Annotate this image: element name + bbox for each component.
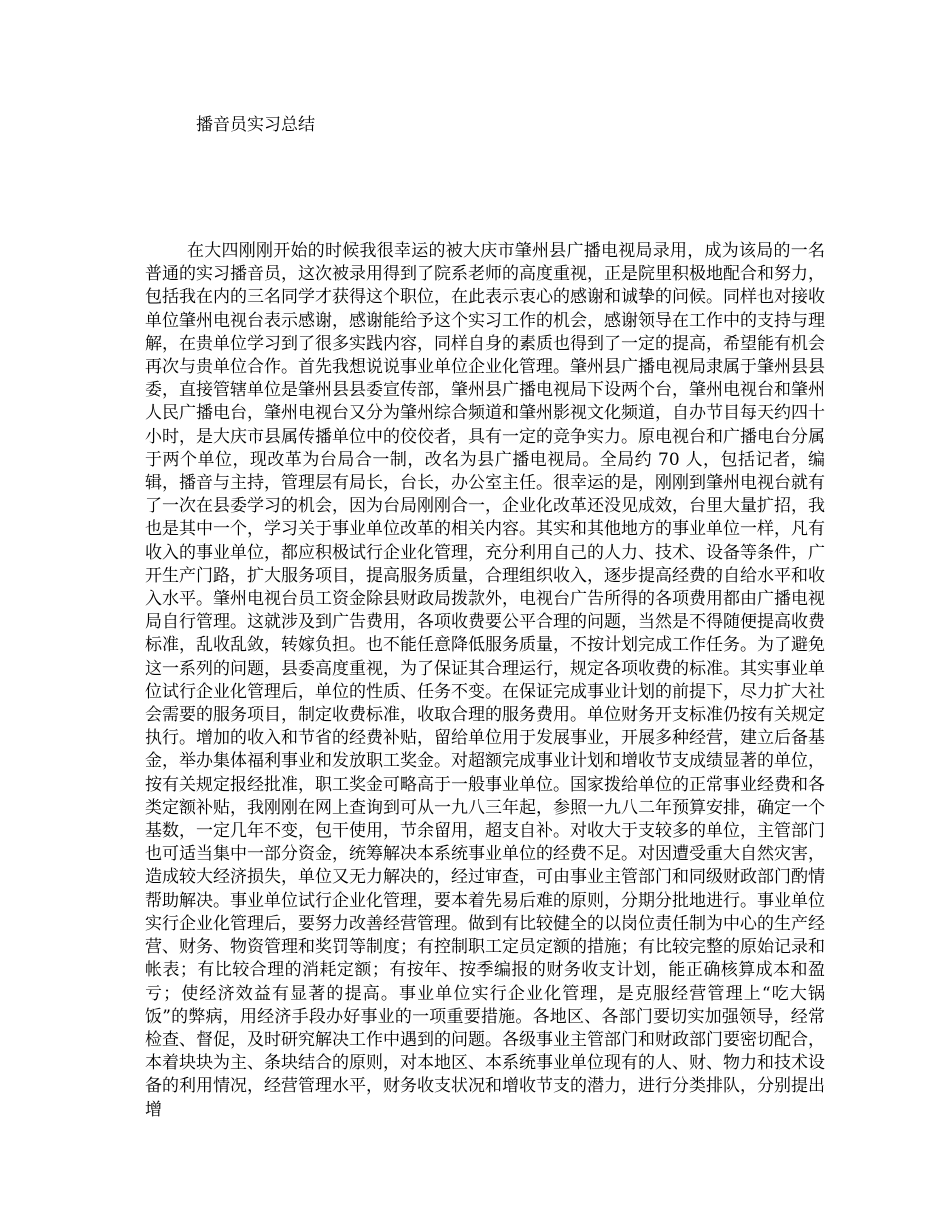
document-body-paragraph: 在大四刚刚开始的时候我很幸运的被大庆市肇州县广播电视局录用，成为该局的一名普通的实习播音员，这次被录用得到了院系老师的高度重视，正是院里积极地配合和努力，包括我在内的三名同学才获得这个职位，在此表示衷心的感谢和诚挚的问候。同样也对接收单位肇州电视台表示感谢，感谢能给予这个实习工作的机会，感谢领导在工作中的支持与理解，在贵单位学习到了很多实践内容，同样自身的素质也得到了一定的提高，希望能有机会再次与贵单位合作。首先我想说说事业单位企业化管理。肇州县广播电视局隶属于肇州县县委，直接管辖单位是肇州县县委宣传部，肇州县广播电视局下设两个台，肇州电视台和肇州人民广播电台，肇州电视台又分为肇州综合频道和肇州影视文化频道，自办节目每天约四十小时，是大庆市县属传播单位中的佼佼者，具有一定的竞争实力。原电视台和广播电台分属于两个单位，现改革为台局合一制，改名为县广播电视局。全局约 70 人，包括记者，编辑，播音与主持，管理层有局长，台长，办公室主任。很幸运的是，刚刚到肇州电视台就有了一次在县委学习的机会，因为台局刚刚合一，企业化改革还没见成效，台里大量扩招，我也是其中一个，学习关于事业单位改革的相关内容。其实和其他地方的事业单位一样，凡有收入的事业单位，都应积极试行企业化管理，充分利用自己的人力、技术、设备等条件，广开生产门路，扩大服务项目，提高服务质量，合理组织收入，逐步提高经费的自给水平和收入水平。肇州电视台员工资金除县财政局拨款外，电视台广告所得的各项费用都由广播电视局自行管理。这就涉及到广告费用，各项收费要公平合理的问题，当然是不得随便提高收费标准，乱收乱敛，转嫁负担。也不能任意降低服务质量，不按计划完成工作任务。为了避免这一系列的问题，县委高度重视，为了保证其合理运行，规定各项收费的标准。其实事业单位试行企业化管理后，单位的性质、任务不变。在保证完成事业计划的前提下，尽力扩大社会需要的服务项目，制定收费标准，收取合理的服务费用。单位财务开支标准仍按有关规定执行。增加的收入和节省的经费补贴，留给单位用于发展事业，开展多种经营，建立后备基金，举办集体福利事业和发放职工奖金。对超额完成事业计划和增收节支成绩显著的单位，按有关规定报经批准，职工奖金可略高于一般事业单位。国家拨给单位的正常事业经费和各类定额补贴，我刚刚在网上查询到可从一九八三年起，参照一九八二年预算安排，确定一个基数，一定几年不变，包干使用，节余留用，超支自补。对收大于支较多的单位，主管部门也可适当集中一部分资金，统筹解决本系统事业单位的经费不足。对因遭受重大自然灾害，造成较大经济损失，单位又无力解决的，经过审查，可由事业主管部门和同级财政部门酌情帮助解决。事业单位试行企业化管理，要本着先易后难的原则，分期分批地进行。事业单位实行企业化管理后，要努力改善经营管理。做到有比较健全的以岗位责任制为中心的生产经营、财务、物资管理和奖罚等制度；有控制职工定员定额的措施；有比较完整的原始记录和帐表；有比较合理的消耗定额；有按年、按季编报的财务收支计划，能正确核算成本和盈亏；使经济效益有显著的提高。事业单位实行企业化管理，是克服经营管理上“吃大锅饭”的弊病，用经济手段办好事业的一项重要措施。各地区、各部门要切实加强领导，经常检查、督促，及时研究解决工作中遇到的问题。各级事业主管部门和财政部门要密切配合，本着块块为主、条块结合的原则，对本地区、本系统事业单位现有的人、财、物力和技术设备的利用情况，经营管理水平，财务收支状况和增收节支的潜力，进行分类排队，分别提出增 — [145, 241, 825, 1120]
document-title: 播音员实习总结 — [196, 115, 315, 135]
